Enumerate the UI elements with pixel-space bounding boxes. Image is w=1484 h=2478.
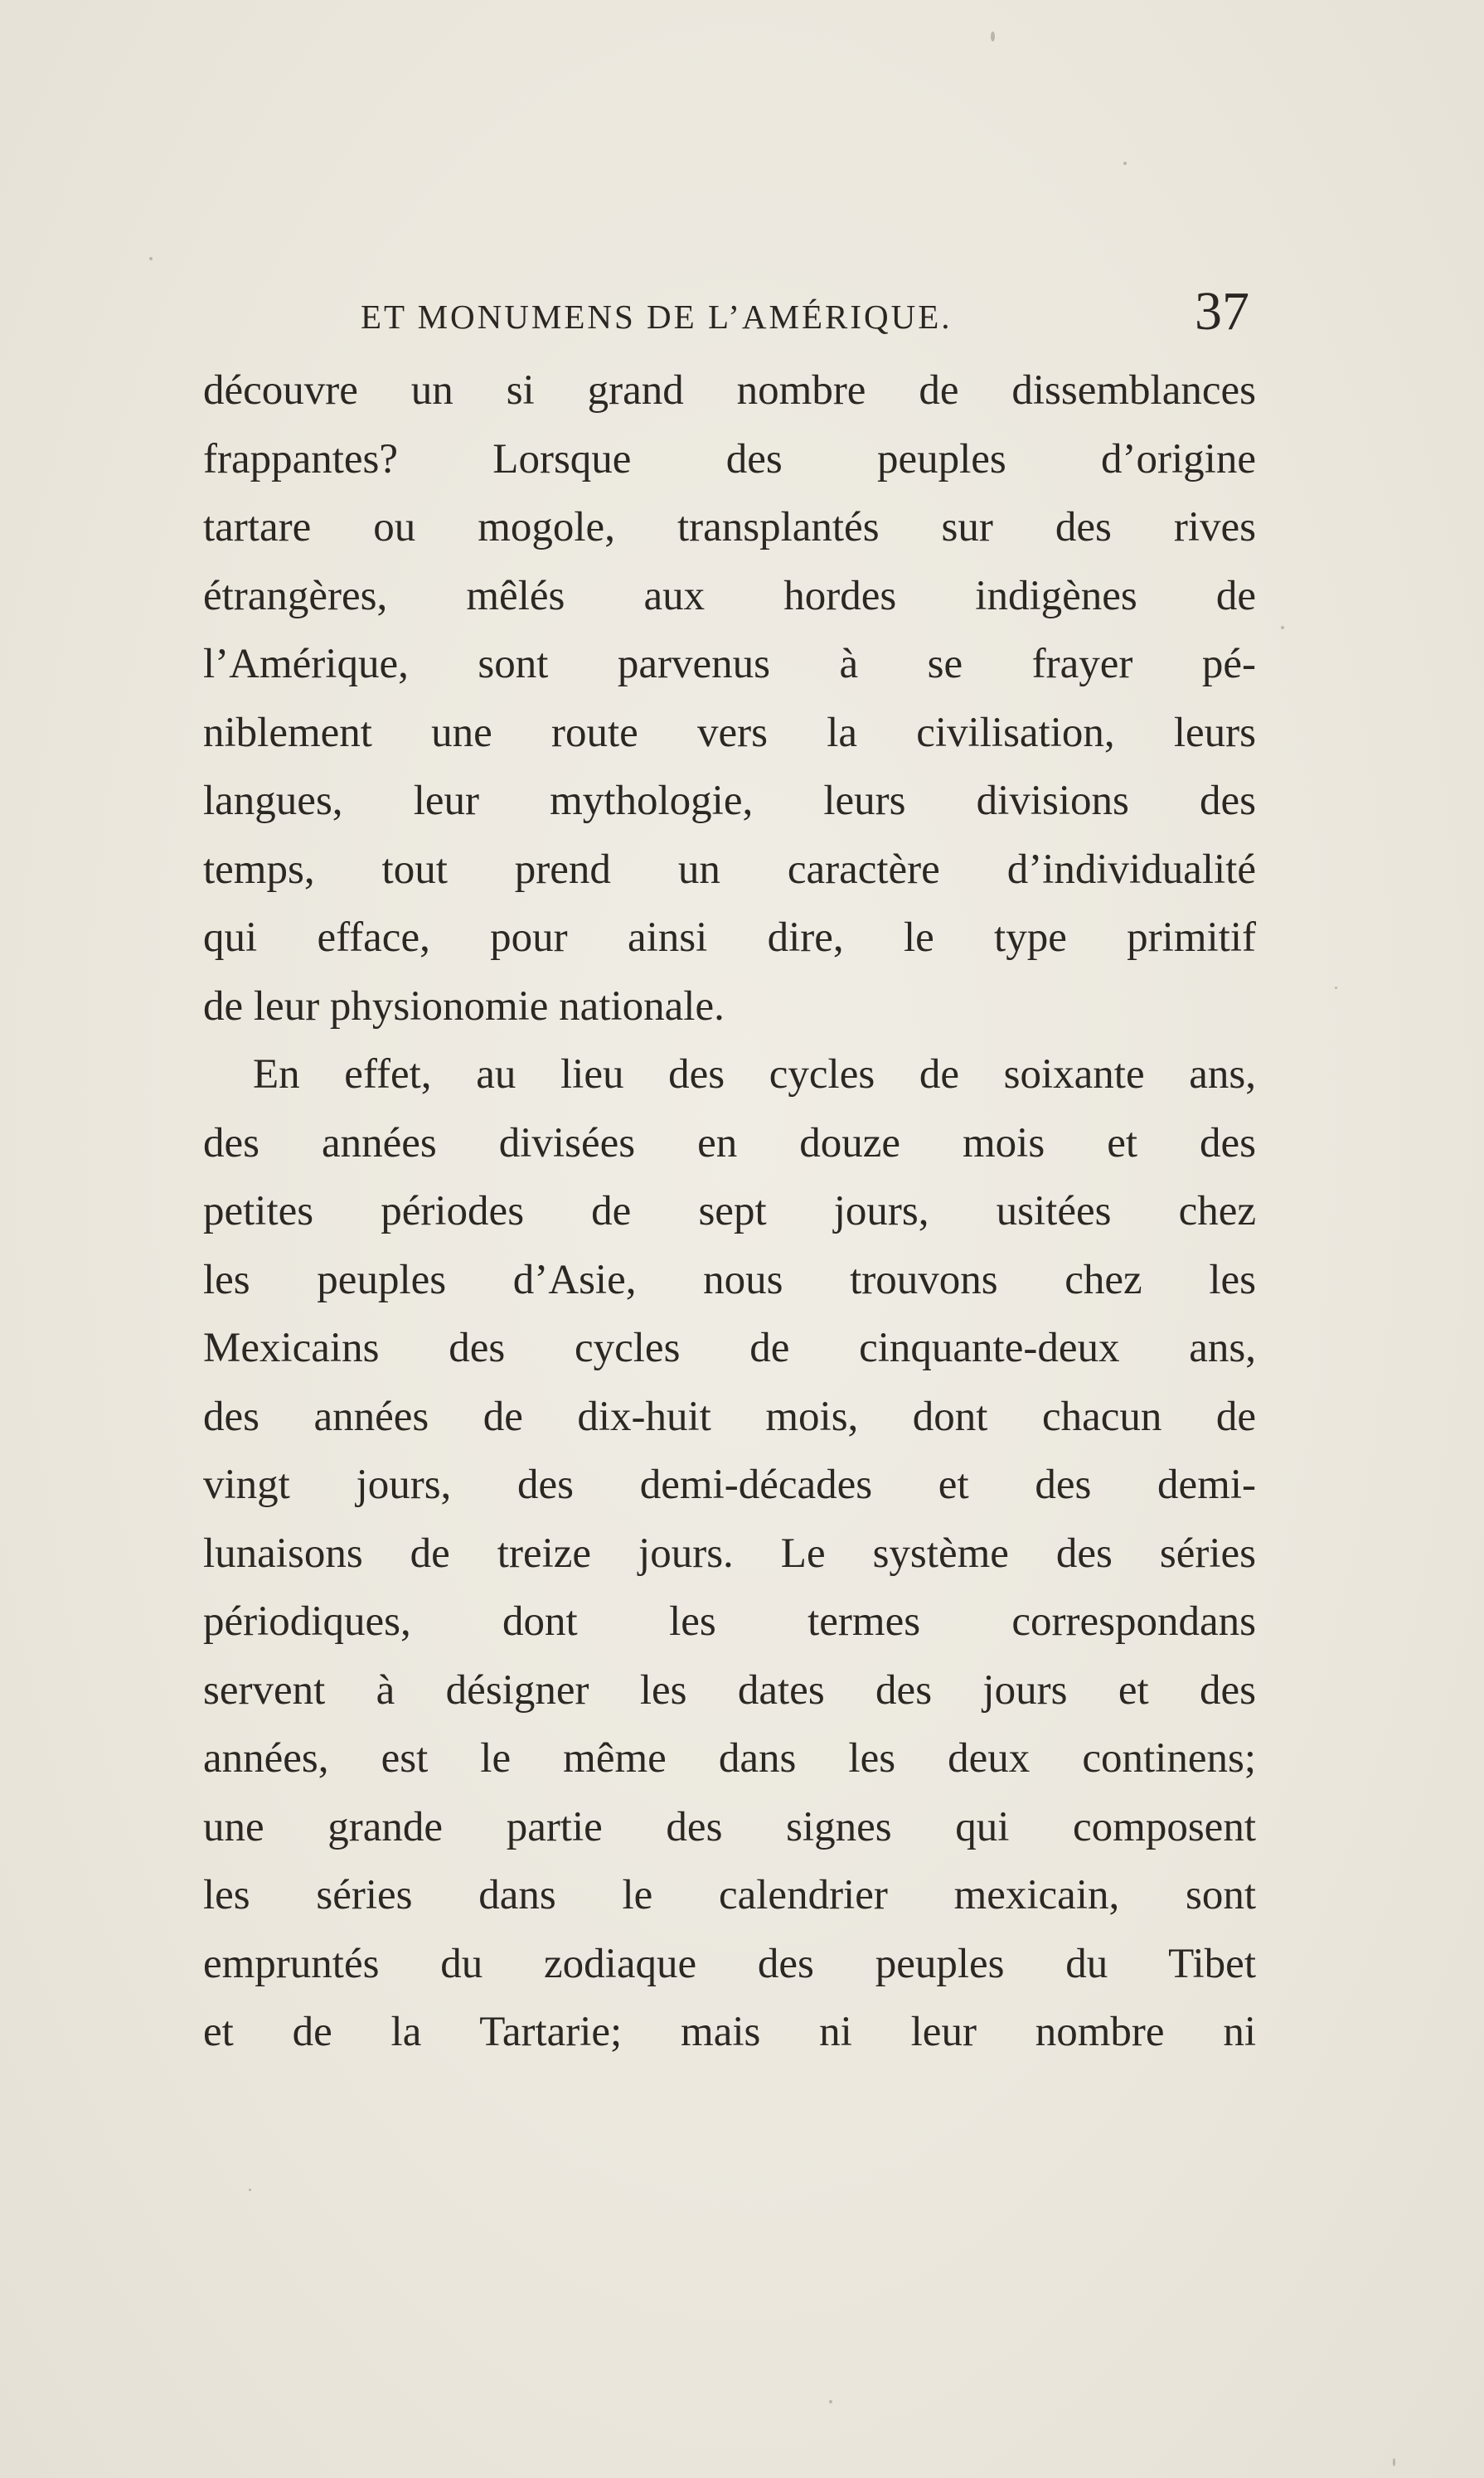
paper-speck bbox=[1335, 987, 1337, 989]
text-line: niblement une route vers la civilisation, leurs bbox=[203, 709, 1256, 756]
body-text bbox=[203, 356, 1256, 2067]
text-line: lunaisons de treize jours. Le système des séries bbox=[203, 1530, 1256, 1577]
text-line: empruntés du zodiaque des peuples du Tibet bbox=[203, 1940, 1256, 1987]
text-line: langues, leur mythologie, leurs divisions des bbox=[203, 778, 1256, 824]
paragraph-start-line: En effet, au lieu des cycles de soixante ans, bbox=[253, 1051, 1256, 1098]
text-line: les séries dans le calendrier mexicain, sont bbox=[203, 1872, 1256, 1918]
paper-speck bbox=[1281, 626, 1284, 629]
paper-speck bbox=[829, 2400, 832, 2403]
text-line: l’Amérique, sont parvenus à se frayer pé- bbox=[203, 641, 1256, 687]
text-line: années, est le même dans les deux continens; bbox=[203, 1735, 1256, 1782]
paper-speck bbox=[249, 2189, 251, 2191]
paper-speck bbox=[991, 32, 995, 41]
page-number: 37 bbox=[1195, 281, 1249, 342]
text-line: qui efface, pour ainsi dire, le type primitif bbox=[203, 914, 1256, 961]
text-line: temps, tout prend un caractère d’individualité bbox=[203, 846, 1256, 893]
paper-speck bbox=[149, 257, 153, 260]
text-line: tartare ou mogole, transplantés sur des rives bbox=[203, 504, 1256, 550]
text-line: découvre un si grand nombre de dissemblances bbox=[203, 367, 1256, 414]
text-line: une grande partie des signes qui composent bbox=[203, 1803, 1256, 1850]
running-head: ET MONUMENS DE L’AMÉRIQUE. bbox=[361, 298, 953, 336]
text-line: des années divisées en douze mois et des bbox=[203, 1119, 1256, 1166]
text-line: Mexicains des cycles de cinquante-deux ans, bbox=[203, 1325, 1256, 1371]
text-line: petites périodes de sept jours, usitées chez bbox=[203, 1188, 1256, 1234]
text-line: servent à désigner les dates des jours et des bbox=[203, 1666, 1256, 1714]
text-line: des années de dix-huit mois, dont chacun de bbox=[203, 1393, 1256, 1440]
paragraph-end-line: de leur physionomie nationale. bbox=[203, 982, 725, 1030]
text-line: périodiques, dont les termes correspondans bbox=[203, 1598, 1256, 1645]
text-line: et de la Tartarie; mais ni leur nombre ni bbox=[203, 2009, 1256, 2055]
text-line: vingt jours, des demi-décades et des demi- bbox=[203, 1462, 1256, 1508]
page-header bbox=[203, 280, 1256, 355]
text-line: étrangères, mêlés aux hordes indigènes de bbox=[203, 572, 1256, 619]
text-line: frappantes? Lorsque des peuples d’origine bbox=[203, 435, 1256, 483]
paper-speck bbox=[1123, 162, 1127, 165]
text-line: les peuples d’Asie, nous trouvons chez les bbox=[203, 1256, 1256, 1303]
paper-speck bbox=[1393, 2458, 1395, 2466]
